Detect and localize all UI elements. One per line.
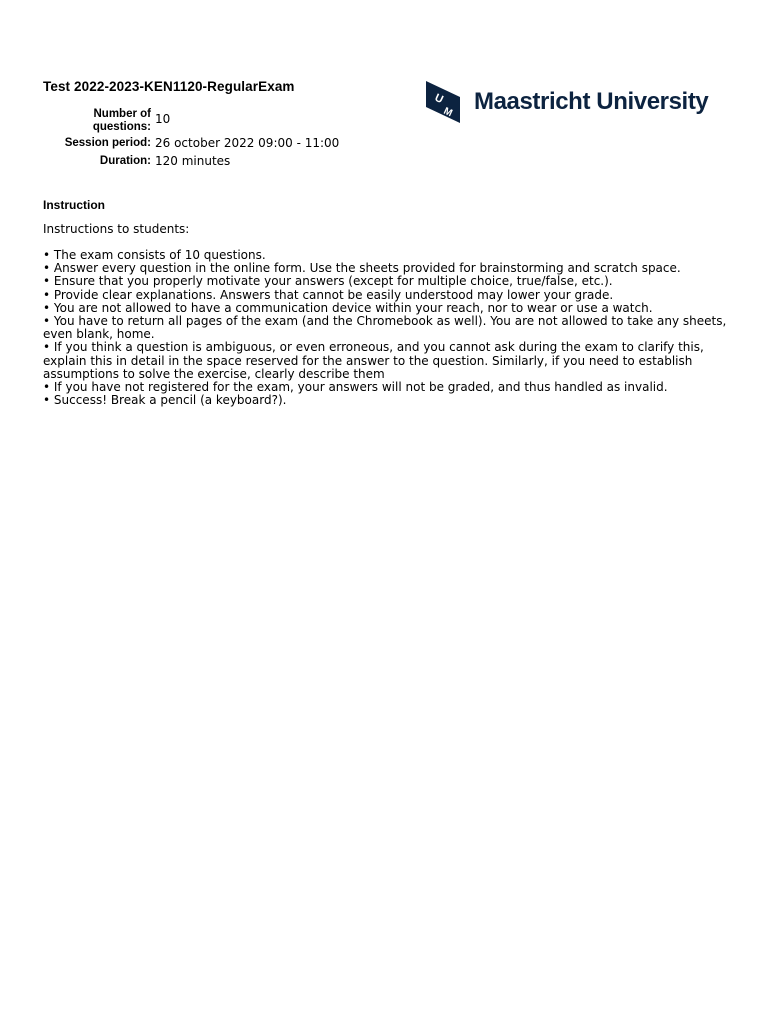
- instruction-item: • If you think a question is ambiguous, or even erroneous, and you cannot ask during the exam to clarify this, explain this in detail in the space reserved for the answer to the question. Similarly, if you need to establish assumptions to solve the exercise, clearly describe them: [43, 340, 704, 381]
- questions-value: 10: [155, 112, 171, 126]
- instruction-item: • The exam consists of 10 questions.: [43, 248, 266, 262]
- meta-row-questions: [43, 107, 423, 136]
- instruction-item: • Success! Break a pencil (a keyboard?).: [43, 393, 287, 408]
- svg-text:U: U: [432, 91, 446, 107]
- instruction-item: • Provide clear explanations. Answers that cannot be easily understood may lower your grade.: [43, 287, 614, 302]
- session-label: Session period:: [64, 137, 151, 149]
- instruction-item: • You have to return all pages of the exam (and the Chromebook as well). You are not allowed to take any sheets, even blank, home.: [43, 314, 727, 342]
- exam-title: Test 2022-2023-KEN1120-RegularExam: [43, 79, 295, 94]
- instruction-item: • Answer every question in the online form. Use the sheets provided for brainstorming and scratch space.: [43, 261, 681, 276]
- session-value: 26 october 2022 09:00 - 11:00: [155, 136, 340, 150]
- meta-row-session: [43, 136, 423, 154]
- um-logo-icon: [426, 81, 460, 123]
- questions-label: Number of questions:: [92, 108, 151, 133]
- instruction-intro: Instructions to students:: [43, 222, 190, 236]
- instruction-item: • You are not allowed to have a communication device within your reach, nor to wear or use a watch.: [43, 300, 653, 315]
- logo-text: Maastricht University: [474, 88, 709, 115]
- duration-label: Duration:: [99, 155, 151, 167]
- meta-row-duration: [43, 154, 423, 168]
- svg-text:M: M: [441, 105, 454, 120]
- instruction-list: [43, 249, 733, 407]
- instruction-item: • Ensure that you properly motivate your answers (except for multiple choice, true/false, etc.).: [43, 274, 613, 289]
- instruction-heading: Instruction: [43, 198, 105, 212]
- university-logo: [426, 80, 726, 124]
- duration-value: 120 minutes: [155, 154, 231, 168]
- exam-meta: [43, 107, 423, 168]
- instruction-item: • If you have not registered for the exam, your answers will not be graded, and thus handled as invalid.: [43, 380, 668, 395]
